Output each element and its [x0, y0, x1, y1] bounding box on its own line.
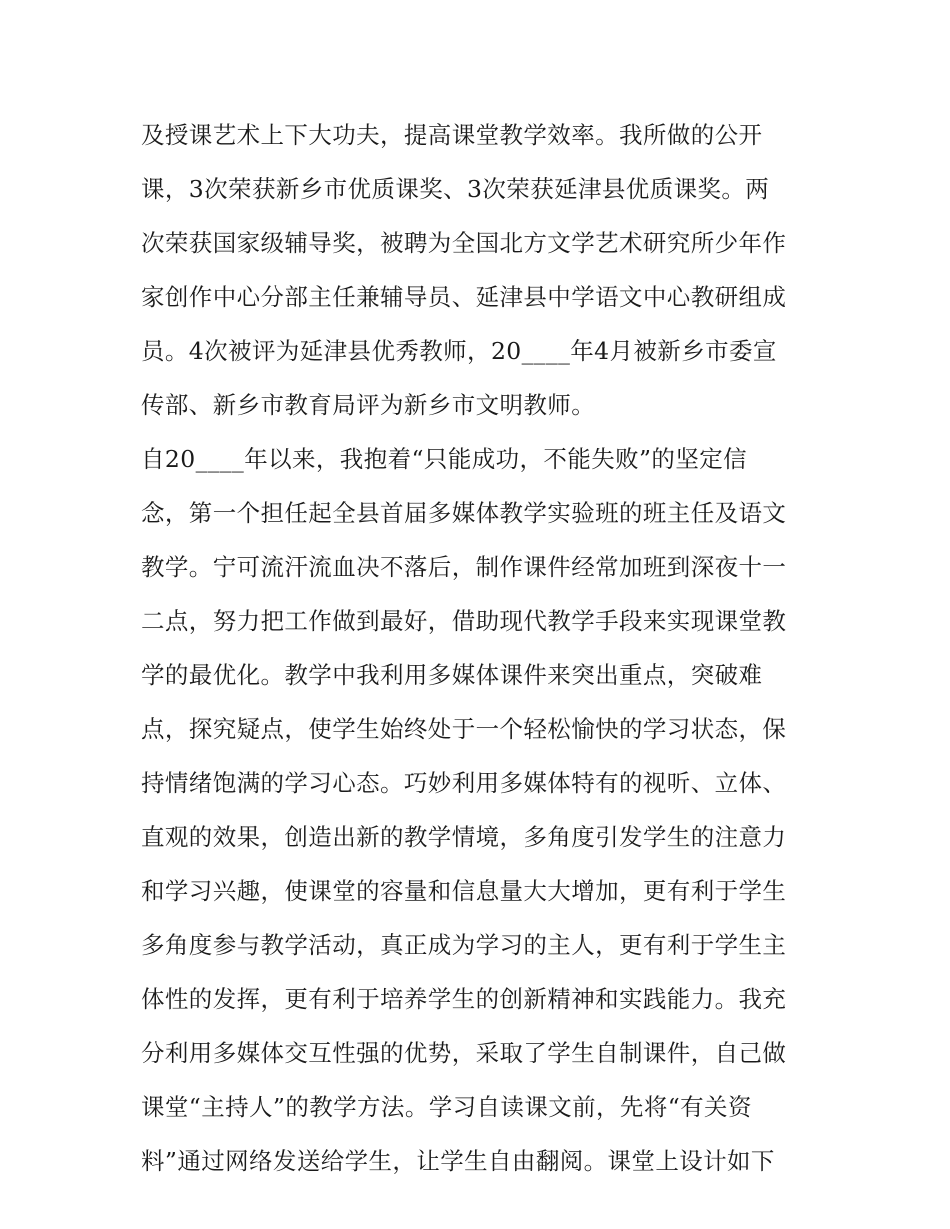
text-line: 家创作中心分部主任兼辅导员、延津县中学语文中心教研组成 — [141, 283, 787, 311]
text-line: 持情绪饱满的学习心态。巧妙利用多媒体特有的视听、立体、 — [141, 769, 787, 797]
text-line: 念，第一个担任起全县首届多媒体教学实验班的班主任及语文 — [141, 499, 787, 527]
text-line: 课堂“主持人”的教学方法。学习自读课文前，先将“有关资 — [141, 1093, 752, 1121]
text-line: 分利用多媒体交互性强的优势，采取了学生自制课件，自己做 — [141, 1039, 787, 1067]
body-text — [141, 108, 821, 1188]
text-line: 教学。宁可流汗流血决不落后，制作课件经常加班到深夜十一 — [141, 553, 787, 581]
text-line: 及授课艺术上下大功夫，提高课堂教学效率。我所做的公开 — [141, 121, 763, 149]
text-line: 点，探究疑点，使学生始终处于一个轻松愉快的学习状态，保 — [141, 715, 787, 743]
text-line: 直观的效果，创造出新的教学情境，多角度引发学生的注意力 — [141, 823, 787, 851]
text-line: 次荣获国家级辅导奖，被聘为全国北方文学艺术研究所少年作 — [141, 229, 787, 257]
text-line: 课，3次荣获新乡市优质课奖、3次荣获延津县优质课奖。两 — [141, 175, 770, 203]
text-line: 员。4次被评为延津县优秀教师，20____年4月被新乡市委宣 — [141, 337, 777, 365]
text-line: 多角度参与教学活动，真正成为学习的主人，更有利于学生主 — [141, 931, 787, 959]
text-line: 和学习兴趣，使课堂的容量和信息量大大增加，更有利于学生 — [141, 877, 787, 905]
text-line: 体性的发挥，更有利于培养学生的创新精神和实践能力。我充 — [141, 985, 787, 1013]
text-line: 传部、新乡市教育局评为新乡市文明教师。 — [141, 391, 596, 419]
text-line: 自20____年以来，我抱着“只能成功，不能失败”的坚定信 — [141, 445, 748, 473]
text-line: 二点，努力把工作做到最好，借助现代教学手段来实现课堂教 — [141, 607, 787, 635]
text-line: 料”通过网络发送给学生，让学生自由翻阅。课堂上设计如下 — [141, 1147, 775, 1175]
text-line: 学的最优化。教学中我利用多媒体课件来突出重点，突破难 — [141, 661, 763, 689]
